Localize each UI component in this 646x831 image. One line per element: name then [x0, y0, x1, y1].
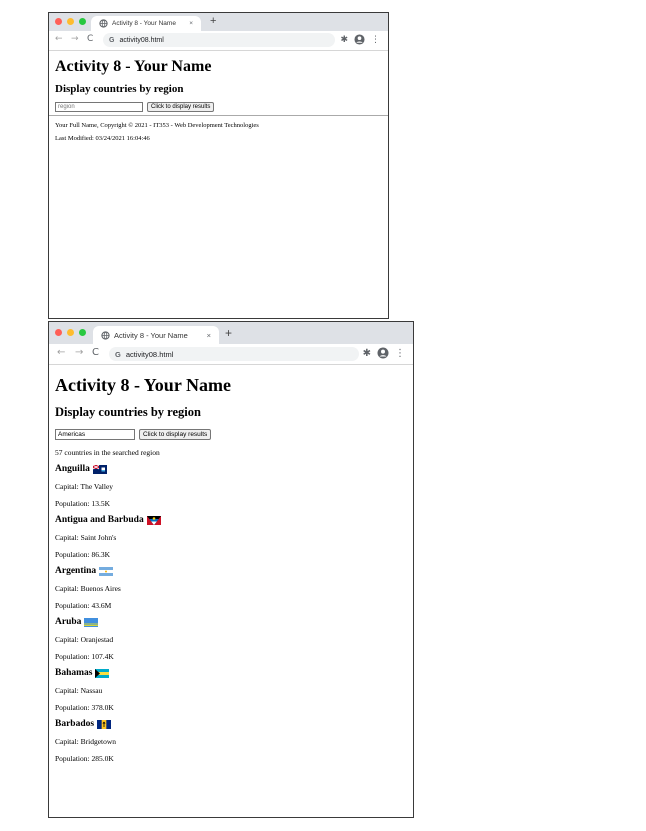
copyright-text: Your Full Name, Copyright © 2021 - IT353 - Web Development Technologies: [55, 122, 259, 129]
browser-tab[interactable]: [93, 326, 219, 344]
tab-title: Activity 8 - Your Name: [112, 20, 176, 27]
profile-icon[interactable]: [354, 34, 365, 45]
toolbar: [49, 31, 388, 51]
globe-icon: [99, 19, 108, 28]
browser-tab[interactable]: [91, 16, 201, 31]
country-name: Barbados: [55, 719, 95, 729]
country-heading: [55, 719, 407, 729]
tab-close-button[interactable]: ×: [206, 330, 211, 340]
menu-icon[interactable]: ⋮: [395, 347, 405, 359]
population-text: Population: 43.6M: [55, 601, 112, 610]
population-text: Population: 107.4K: [55, 652, 114, 661]
url-text: activity08.html: [125, 349, 174, 359]
page-title: Activity 8 - Your Name: [55, 375, 231, 395]
google-icon: G: [115, 349, 121, 359]
extensions-icon[interactable]: ✱: [340, 34, 348, 45]
bahamas-flag-icon: [95, 669, 109, 678]
browser-window-initial: [48, 12, 389, 319]
close-window-button[interactable]: [55, 18, 62, 25]
country-name: Antigua and Barbuda: [55, 515, 144, 525]
display-results-button[interactable]: Click to display results: [147, 102, 214, 112]
barbados-flag-icon: [97, 720, 111, 729]
tab-title: Activity 8 - Your Name: [114, 330, 188, 340]
tab-bar: [49, 322, 413, 344]
country-name: Bahamas: [55, 668, 93, 678]
back-arrow-icon[interactable]: ←: [55, 34, 63, 44]
tab-close-button[interactable]: ×: [189, 20, 193, 27]
tab-bar: [49, 13, 388, 31]
capital-text: Capital: Oranjestad: [55, 635, 114, 644]
url-text: activity08.html: [119, 36, 164, 44]
country-name: Aruba: [55, 617, 82, 627]
page-content: [49, 375, 413, 763]
page-content: [49, 58, 388, 142]
forward-arrow-icon[interactable]: →: [75, 347, 84, 358]
country-name: Anguilla: [55, 464, 90, 474]
country-heading: [55, 464, 407, 474]
browser-window-results: [48, 321, 414, 818]
last-modified-text: Last Modified: 03/24/2021 16:04:46: [55, 135, 150, 142]
extensions-icon[interactable]: ✱: [362, 347, 371, 359]
address-bar[interactable]: [109, 347, 359, 361]
country-heading: [55, 668, 407, 678]
country-heading: [55, 566, 407, 576]
close-window-button[interactable]: [55, 329, 62, 336]
result-count: 57 countries in the searched region: [55, 448, 160, 457]
minimize-window-button[interactable]: [67, 18, 74, 25]
maximize-window-button[interactable]: [79, 18, 86, 25]
anguilla-flag-icon: [93, 465, 107, 474]
page-subtitle: Display countries by region: [55, 83, 184, 95]
toolbar-actions: [363, 347, 405, 359]
region-input[interactable]: [55, 429, 135, 440]
minimize-window-button[interactable]: [67, 329, 74, 336]
population-text: Population: 86.3K: [55, 550, 111, 559]
address-bar[interactable]: [103, 33, 335, 47]
google-icon: G: [109, 36, 115, 44]
region-input[interactable]: [55, 102, 143, 112]
country-heading: [55, 515, 407, 525]
capital-text: Capital: The Valley: [55, 482, 114, 491]
toolbar-actions: [340, 34, 380, 45]
country-name: Argentina: [55, 566, 97, 576]
population-text: Population: 285.0K: [55, 754, 114, 763]
maximize-window-button[interactable]: [79, 329, 86, 336]
page-subtitle: Display countries by region: [55, 405, 201, 419]
argentina-flag-icon: [99, 567, 113, 576]
population-text: Population: 13.5K: [55, 499, 111, 508]
window-controls: [55, 329, 86, 336]
new-tab-button[interactable]: +: [210, 15, 217, 27]
capital-text: Capital: Bridgetown: [55, 737, 117, 746]
forward-arrow-icon[interactable]: →: [71, 34, 79, 44]
reload-icon[interactable]: C: [92, 347, 99, 358]
menu-icon[interactable]: ⋮: [371, 34, 380, 45]
globe-icon: [101, 331, 110, 340]
back-arrow-icon[interactable]: ←: [57, 347, 66, 358]
capital-text: Capital: Buenos Aires: [55, 584, 121, 593]
profile-icon[interactable]: [377, 347, 389, 359]
capital-text: Capital: Saint John's: [55, 533, 117, 542]
population-text: Population: 378.0K: [55, 703, 114, 712]
aruba-flag-icon: [84, 618, 98, 627]
search-form: [55, 102, 382, 112]
reload-icon[interactable]: C: [87, 34, 94, 44]
antigua-barbuda-flag-icon: [147, 516, 161, 525]
window-controls: [55, 18, 86, 25]
country-heading: [55, 617, 407, 627]
search-form: [55, 429, 407, 440]
divider: [49, 115, 388, 116]
capital-text: Capital: Nassau: [55, 686, 103, 695]
page-title: Activity 8 - Your Name: [55, 58, 212, 75]
display-results-button[interactable]: Click to display results: [139, 429, 211, 440]
toolbar: [49, 344, 413, 365]
new-tab-button[interactable]: +: [225, 326, 233, 340]
